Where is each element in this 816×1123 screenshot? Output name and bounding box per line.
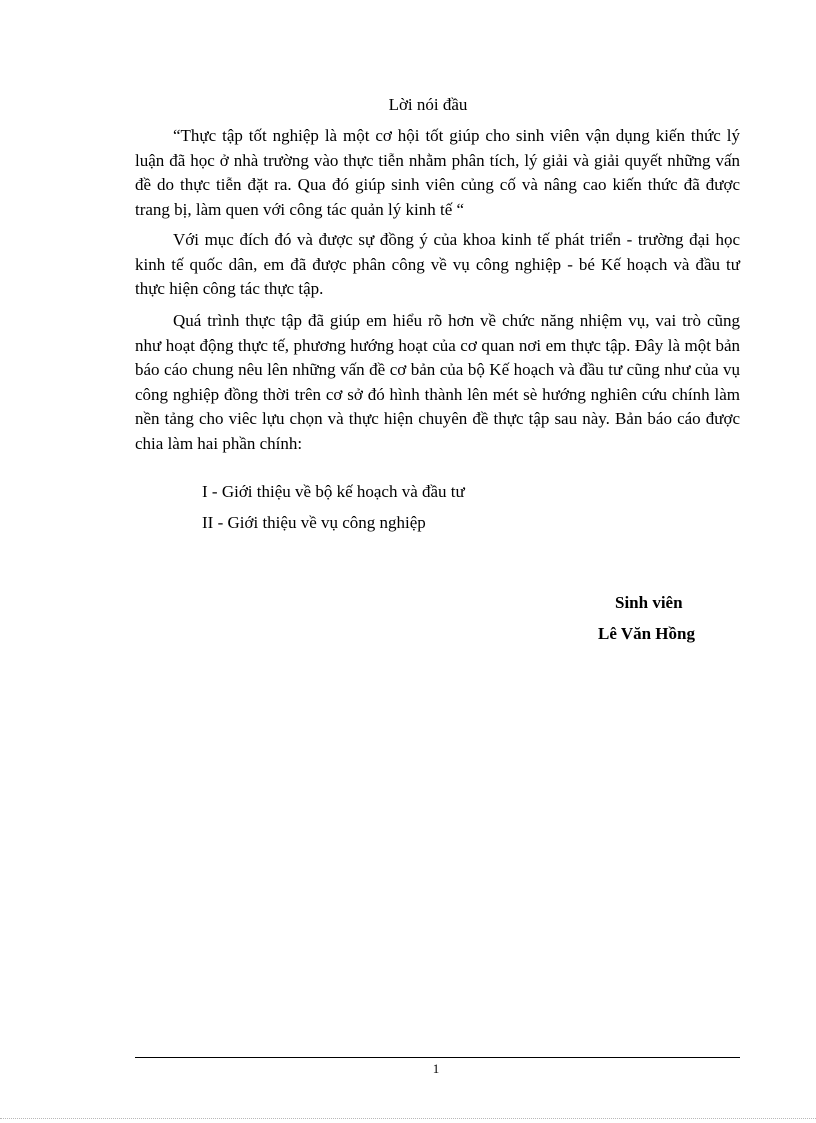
page-bottom-edge xyxy=(0,1118,816,1119)
intro-paragraph-1: “Thực tập tốt nghiệp là một cơ hội tốt giúp cho sinh viên vận dụng kiến thức lý luận đã học ở nhà trường vào thực tiễn nhằm phân tích, lý giải và giải quyết những vấn đề do thực tiễn đặt ra. Qua đó giúp sinh viên củng cố và nâng cao kiến thức đã được trang bị, làm quen với công tác quản lý kinh tế “ xyxy=(135,126,740,219)
footer-divider xyxy=(135,1057,740,1058)
outline-item-1: I - Giới thiệu về bộ kế hoạch và đầu tư xyxy=(202,482,465,501)
intro-paragraph-3: Quá trình thực tập đã giúp em hiểu rõ hơn về chức năng nhiệm vụ, vai trò cũng như hoạt động thực tế, phương hướng hoạt của cơ quan nơi em thực tập. Đây là một bản báo cáo chung nêu lên những vấn đề cơ bản của bộ Kế hoạch và đầu tư cũng như của vụ công nghiệp đồng thời trên cơ sở đó hình thành lên mét sè hướng nghiên cứu chính làm nền tảng cho viêc lựu chọn và thực hiện chuyên đề thực tập sau này. Bản báo cáo được chia làm hai phần chính: xyxy=(135,311,740,453)
document-title: Lời nói đầu xyxy=(388,95,468,114)
page-number: 1 xyxy=(432,1061,440,1076)
outline-item-2: II - Giới thiệu về vụ công nghiệp xyxy=(202,513,426,532)
intro-paragraph-2: Với mục đích đó và được sự đồng ý của khoa kinh tế phát triển - trường đại học kinh tế quốc dân, em đã được phân công về vụ công nghiệp - bé Kế hoạch và đầu tư thực hiện công tác thực tập. xyxy=(135,230,740,298)
signature-name: Lê Văn Hồng xyxy=(598,624,695,643)
signature-role: Sinh viên xyxy=(615,593,683,612)
